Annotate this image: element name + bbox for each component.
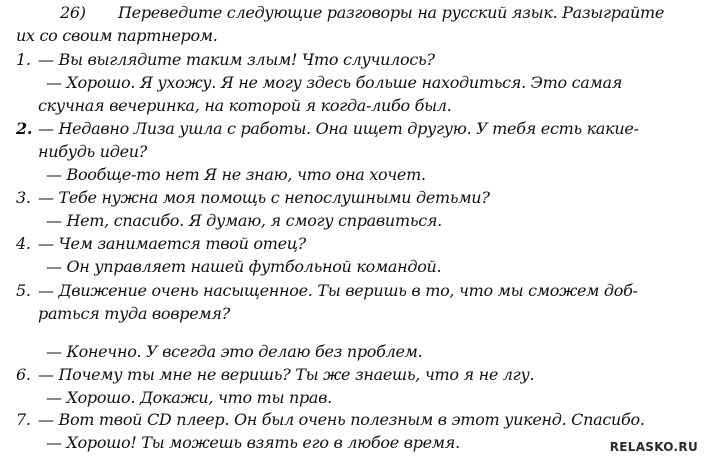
dialog-1-line-1: — Вы выглядите таким злым! Что случилось? [38,50,435,69]
dialog-3-line-1: — Тебе нужна моя помощь с непослушными детьми? [38,188,490,207]
dialog-6-line-1: — Почему ты мне не веришь? Ты же знаешь, что я не лгу. [38,365,535,384]
dialog-3-number: 3. [16,188,31,207]
dialog-5-line-3: — Конечно. У всегда это делаю без проблем. [46,342,423,361]
dialog-6-number: 6. [16,365,31,384]
dialog-5-line-1: — Движение очень насыщенное. Ты веришь в то, что мы сможем доб- [38,281,638,300]
dialog-4-number: 4. [16,234,31,253]
dialog-4-line-1: — Чем занимается твой отец? [38,234,306,253]
dialog-5-number: 5. [16,281,31,300]
instruction-line-2: их со своим партнером. [16,26,218,45]
dialog-2-line-2: нибудь идеи? [38,142,148,161]
dialog-1-line-3: скучная вечеринка, на которой я когда-либо был. [38,96,452,115]
dialog-1-number: 1. [16,50,31,69]
watermark-text: RELASKO.RU [609,440,698,454]
dialog-4-line-2: — Он управляет нашей футбольной командой. [46,257,442,276]
dialog-6-line-2: — Хорошо. Докажи, что ты прав. [46,388,332,407]
dialog-3-line-2: — Нет, спасибо. Я думаю, я смогу справиться. [46,211,442,230]
dialog-1-line-2: — Хорошо. Я ухожу. Я не могу здесь больше находиться. Это самая [46,73,623,92]
dialog-7-line-2: — Хорошо! Ты можешь взять его в любое время. [46,433,460,452]
dialog-2-number: 2. [16,119,33,138]
dialog-2-line-3: — Вообще-то нет Я не знаю, что она хочет. [46,165,426,184]
dialog-7-number: 7. [16,410,31,429]
dialog-7-line-1: — Вот твой CD плеер. Он был очень полезным в этот уикенд. Спасибо. [38,410,645,429]
instruction-line-1: Переведите следующие разговоры на русский язык. Разыграйте [118,3,665,22]
exercise-number: 26) [60,3,86,22]
dialog-2-line-1: — Недавно Лиза ушла с работы. Она ищет другую. У тебя есть какие- [38,119,639,138]
dialog-5-line-2: раться туда вовремя? [38,304,230,323]
